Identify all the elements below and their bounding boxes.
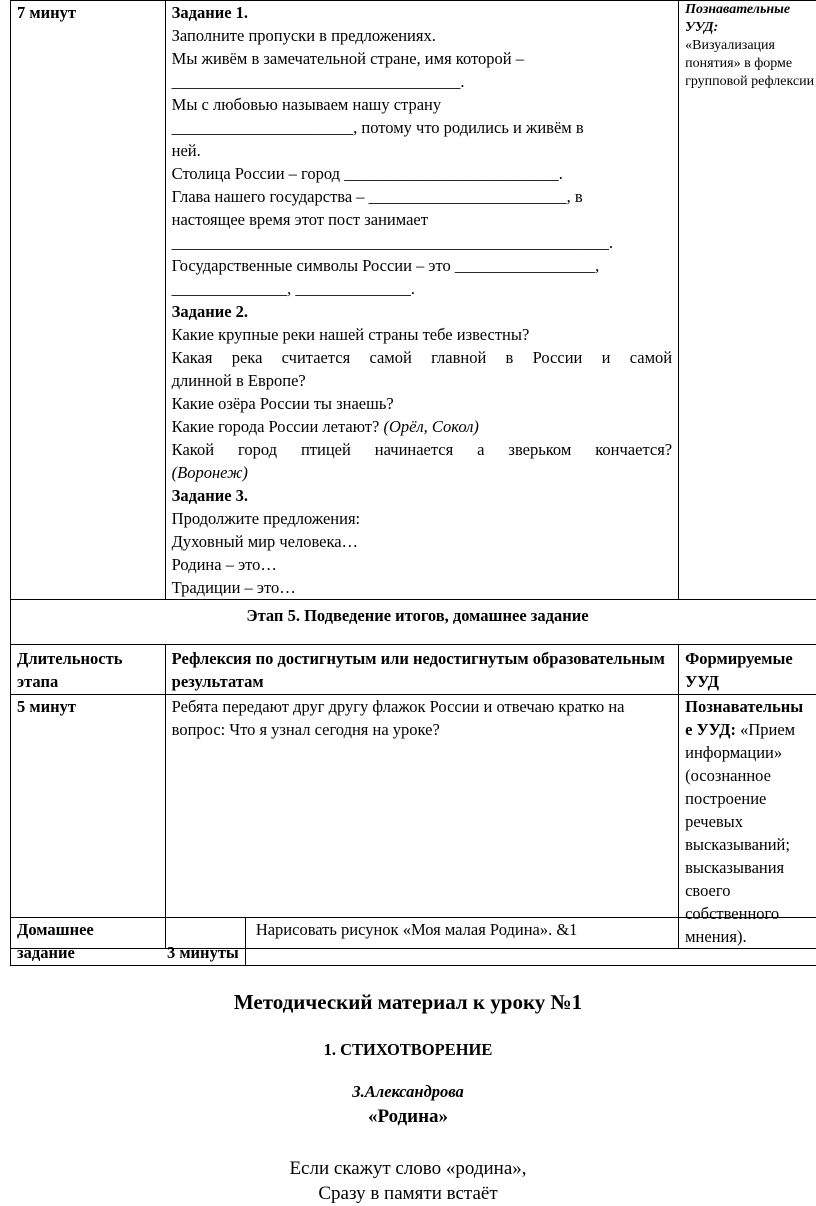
- task1-line: настоящее время этот пост занимает: [171, 210, 428, 229]
- header-duration: Длительность этапа: [11, 645, 166, 695]
- tasks-cell: [165, 1, 678, 600]
- uud-line: построение: [685, 789, 767, 808]
- uud-line: высказывания: [685, 858, 785, 877]
- uud-text: «Визуализация понятия» в форме групповой рефлексии: [685, 38, 815, 89]
- task2-line: Какая река считается самой главной в России и самой: [171, 348, 673, 367]
- poem-line: Сразу в памяти встаёт: [318, 1183, 498, 1204]
- task1-line: ней.: [171, 141, 201, 160]
- uud-line: своего: [685, 881, 731, 900]
- method-title: Методический материал к уроку №1: [233, 990, 583, 1014]
- task2-line: Какие озёра России ты знаешь?: [171, 394, 394, 413]
- task2-question: Какие города России летают?: [171, 417, 380, 436]
- task2-line: Какие крупные реки нашей страны тебе известны?: [171, 325, 530, 344]
- homework-label: [11, 918, 246, 966]
- homework-time: 3 минуты: [166, 943, 239, 962]
- uud-line: собственного: [685, 904, 780, 923]
- task1-line: ______________________, потому что родились и живём в: [171, 118, 584, 137]
- reflection-row: [11, 695, 816, 949]
- uud-title-line: [685, 718, 816, 741]
- poem-author: З.Александрова: [352, 1082, 464, 1101]
- homework-table: [10, 917, 816, 966]
- header-uud: Формируемые УУД: [679, 645, 816, 695]
- header-row: [11, 645, 816, 695]
- uud-cell: [679, 1, 816, 600]
- uud-line: мнения).: [685, 927, 747, 946]
- task3-line: Духовный мир человека…: [171, 532, 359, 551]
- task3-line: Родина – это…: [171, 555, 277, 574]
- task1-line: Мы живём в замечательной стране, имя которой –: [171, 49, 524, 68]
- task2-line: [172, 415, 672, 438]
- poem-line: Если скажут слово «родина»,: [289, 1158, 527, 1179]
- homework-label-word: задание: [17, 943, 75, 962]
- uud-line: информации»: [685, 743, 783, 762]
- header-reflection: Рефлексия по достигнутым или недостигнутым образовательным результатам: [165, 645, 678, 695]
- task2-answer: (Воронеж): [171, 463, 248, 482]
- task2-question: Какой город птицей начинается а зверьком кончается?: [171, 440, 673, 459]
- stage5-row: [11, 600, 816, 645]
- lesson-table: [10, 0, 816, 949]
- task-row: [11, 1, 816, 600]
- uud-title: Познавательные УУД:: [685, 2, 791, 35]
- task1-line: Глава нашего государства – ________________________, в: [171, 187, 583, 206]
- uud-line: (осознанное: [685, 766, 771, 785]
- homework-row: [11, 918, 816, 966]
- uud-line: «Прием: [740, 720, 796, 739]
- poem-title: «Родина»: [367, 1106, 449, 1127]
- task1-line: ___________________________________.: [171, 72, 465, 91]
- homework-text: Нарисовать рисунок «Моя малая Родина». &1: [245, 918, 816, 966]
- task2-answer: (Орёл, Сокол): [383, 417, 479, 436]
- task1-line: Государственные символы России – это _________________,: [171, 256, 600, 275]
- task1-line: Столица России – город __________________________.: [171, 164, 563, 183]
- task1-title: Задание 1.: [171, 3, 249, 22]
- stage-time: 7 минут: [11, 1, 166, 600]
- reflection-uud: [679, 695, 816, 949]
- task3-line: Традиции – это…: [171, 578, 296, 597]
- homework-label-line: [17, 941, 239, 964]
- reflection-time: 5 минут: [11, 695, 166, 949]
- task3-title: Задание 3.: [171, 486, 249, 505]
- uud-title: Познавательны: [685, 697, 804, 716]
- task3-line: Продолжите предложения:: [171, 509, 361, 528]
- homework-label-line: Домашнее: [17, 920, 94, 939]
- section-title: 1. СТИХОТВОРЕНИЕ: [323, 1040, 493, 1059]
- task2-line: длинной в Европе?: [171, 371, 306, 390]
- uud-line: речевых: [685, 812, 744, 831]
- uud-line: высказываний;: [685, 835, 790, 854]
- uud-title: е УУД:: [685, 720, 736, 739]
- task1-line: _____________________________________________________.: [171, 233, 614, 252]
- stage5-header: Этап 5. Подведение итогов, домашнее задание: [11, 600, 816, 645]
- task1-line: Заполните пропуски в предложениях.: [171, 26, 436, 45]
- task2-title: Задание 2.: [171, 302, 249, 321]
- task1-line: Мы с любовью называем нашу страну: [171, 95, 442, 114]
- task1-line: ______________, ______________.: [171, 279, 416, 298]
- poem-text: [0, 1156, 816, 1206]
- reflection-text: Ребята передают друг другу флажок России и отвечаю кратко на вопрос: Что я узнал сегодня на уроке?: [165, 695, 678, 949]
